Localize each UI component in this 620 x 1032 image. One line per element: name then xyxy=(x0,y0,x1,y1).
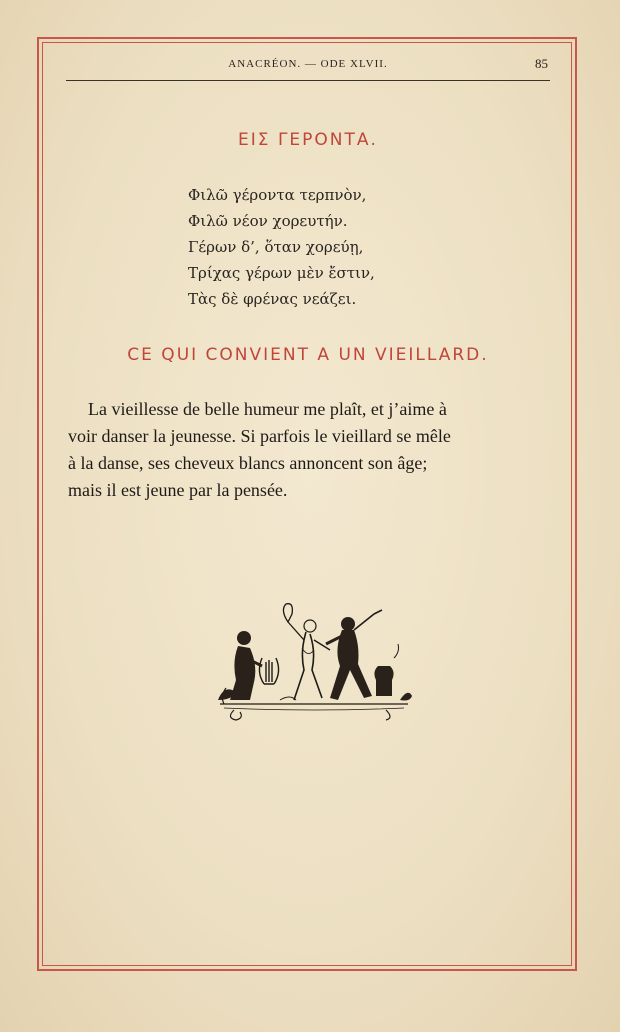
greek-verse-line: Τὰς δὲ φρένας νεάζει. xyxy=(188,290,357,308)
greek-verse xyxy=(188,182,488,312)
greek-verse-line: Τρίχας γέρων μὲν ἔστιν, xyxy=(188,264,375,282)
prose-line: La vieillesse de belle humeur me plaît, et j’aime à xyxy=(88,399,447,419)
header-rule xyxy=(66,80,550,81)
french-translation-text xyxy=(68,396,550,504)
running-head-title: ANACRÉON. — ODE XLVII. xyxy=(228,58,388,70)
greek-verse-line: Φιλῶ γέροντα τερπνὸν, xyxy=(188,186,367,204)
prose-line: mais il est jeune par la pensée. xyxy=(68,480,288,500)
prose-line: à la danse, ses cheveux blancs annoncent son âge; xyxy=(68,453,428,473)
dancing-figures-vignette-icon xyxy=(214,600,414,724)
page-number: 85 xyxy=(535,56,548,71)
french-translation-title: CE QUI CONVIENT A UN VIEILLARD. xyxy=(127,345,489,365)
page-border-inner xyxy=(42,42,572,966)
greek-verse-line: Γέρων δ’, ὅταν χορεύῃ, xyxy=(188,238,364,256)
running-head xyxy=(66,56,550,76)
prose-line: voir danser la jeunesse. Si parfois le vieillard se mêle xyxy=(68,426,451,446)
greek-verse-line: Φιλῶ νέον χορευτήν. xyxy=(188,212,348,230)
greek-ode-title: ΕΙΣ ΓΕΡΟΝΤΑ. xyxy=(238,130,378,150)
